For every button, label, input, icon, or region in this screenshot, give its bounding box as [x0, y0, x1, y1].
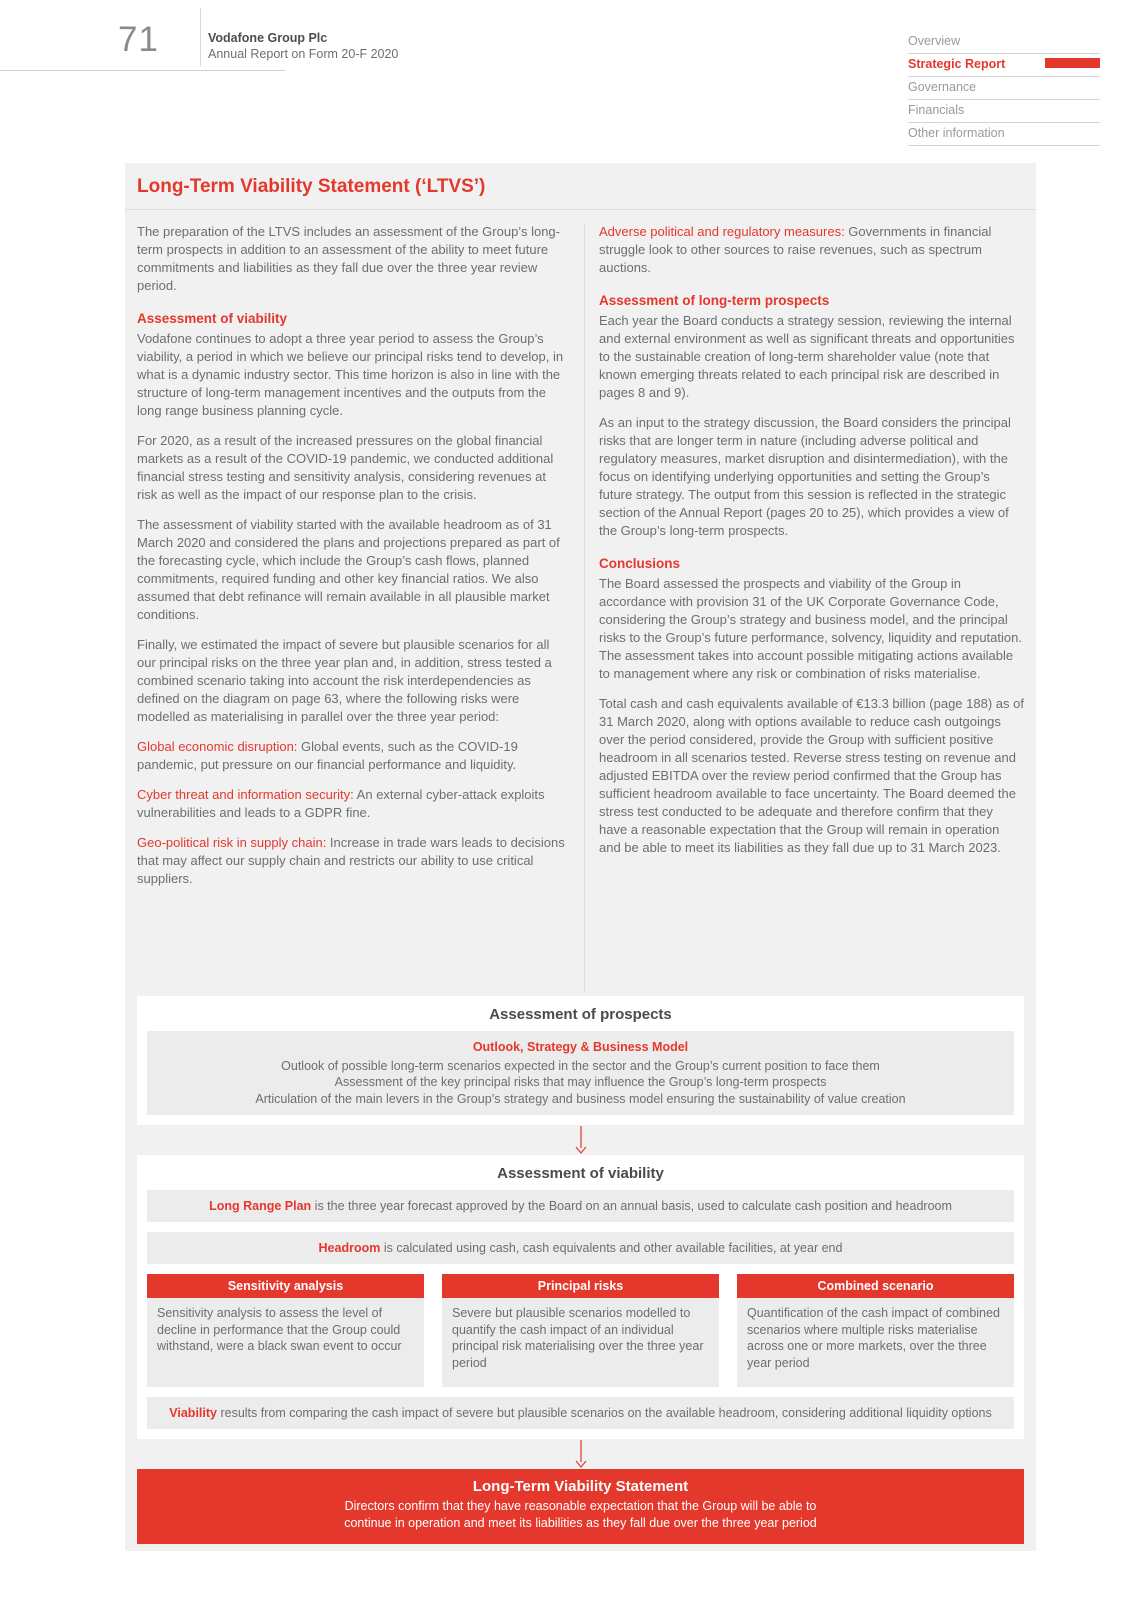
- article-title-block: [125, 163, 1036, 210]
- article-title: Long-Term Viability Statement (‘LTVS’): [137, 176, 486, 197]
- long-range-plan-text: is the three year forecast approved by the Board on an annual basis, used to calculate cash position and headroom: [311, 1199, 952, 1213]
- column-header: Principal risks: [442, 1274, 719, 1298]
- assessment-of-viability-box: [137, 1155, 1024, 1439]
- risk-paragraph: [137, 786, 568, 822]
- nav-item-other-information[interactable]: Other information: [908, 123, 1100, 146]
- paragraph: For 2020, as a result of the increased pressures on the global financial markets as a result of the COVID-19 pandemic, we conducted additional financial stress testing and sensitivity analysis, considering revenues at risk as well as the impact of our response plan to the crisis.: [137, 433, 554, 502]
- outlook-strategy-box: [147, 1031, 1014, 1115]
- column-body: Sensitivity analysis to assess the level of decline in performance that the Group could withstand, were a black swan event to occur: [147, 1298, 424, 1387]
- long-range-plan-label: Long Range Plan: [209, 1199, 312, 1213]
- risk-label: Global economic disruption:: [137, 739, 298, 754]
- risk-label: Adverse political and regulatory measures:: [599, 224, 845, 239]
- combined-scenario-column: [737, 1274, 1014, 1387]
- section-heading-viability: Assessment of viability: [137, 311, 288, 326]
- risk-text: An external cyber-attack exploits vulnerabilities and leads to a GDPR fine.: [137, 787, 545, 820]
- paragraph: The preparation of the LTVS includes an assessment of the Group’s long-term prospects in addition to an assessment of the ability to meet future commitments and liabilities as they fall due over the three year review period.: [137, 224, 560, 293]
- viability-row: [147, 1397, 1014, 1429]
- viability-text: results from comparing the cash impact of severe but plausible scenarios on the available headroom, considering additional liquidity options: [216, 1406, 992, 1420]
- risk-text: Governments in financial struggle look to other sources to raise revenues, such as spectrum auctions.: [599, 224, 992, 275]
- headroom-label: Headroom: [318, 1241, 381, 1255]
- paragraph: The Board assessed the prospects and viability of the Group in accordance with provision 31 of the UK Corporate Governance Code, considering the Group’s strategy and business model, and the principal risks to the Group’s future performance, solvency, liquidity and reputation. The assessment takes into account possible mitigating actions available to management where any risk or combination of risks materialise.: [599, 576, 1022, 681]
- headroom-text: is calculated using cash, cash equivalents and other available facilities, at year end: [380, 1241, 843, 1255]
- paragraph: Total cash and cash equivalents available of €13.3 billion (page 188) as of 31 March 2020, along with options available to reduce cash outgoings over the period considered, provide the Group with sufficient positive headroom in all scenarios tested. Reverse stress testing on revenue and adjusted EBITDA over the review period confirmed that the Group has sufficient headroom available to face uncertainty. The Board deemed the stress test conducted to be adequate and therefore confirm that they have a reasonable expectation that the Group will remain in operation and be able to meet its liabilities as they fall due up to 31 March 2023.: [599, 696, 1024, 855]
- risk-paragraph: [137, 738, 568, 774]
- outlook-strategy-heading: Outlook, Strategy & Business Model: [472, 1040, 689, 1054]
- scenario-columns: [147, 1274, 1014, 1387]
- long-term-viability-statement-box: [137, 1469, 1024, 1544]
- left-column: [137, 223, 584, 992]
- flow-connector: [137, 1439, 1024, 1469]
- nav-item-label: Strategic Report: [908, 57, 1006, 71]
- long-range-plan-row: [147, 1190, 1014, 1222]
- principal-risks-column: [442, 1274, 719, 1387]
- risk-text: Global events, such as the COVID-19 pandemic, put pressure on our financial performance and liquidity.: [137, 739, 518, 772]
- risk-label: Geo-political risk in supply chain:: [137, 835, 327, 850]
- paragraph: Each year the Board conducts a strategy session, reviewing the internal and external environment as well as significant threats and opportunities to the sustainable creation of long-term shareholder value (note that known emerging threats related to each principal risk are described in pages 8 and 9).: [599, 313, 1015, 400]
- nav-item-financials[interactable]: Financials: [908, 100, 1100, 123]
- company-name: Vodafone Group Plc: [208, 31, 328, 45]
- prospects-box-title: Assessment of prospects: [489, 1006, 672, 1023]
- active-section-marker: [1045, 58, 1100, 68]
- nav-item-governance[interactable]: Governance: [908, 77, 1100, 100]
- risk-text: Increase in trade wars leads to decisions that may affect our supply chain and restricts our ability to use critical suppliers.: [137, 835, 565, 886]
- viability-label: Viability: [169, 1406, 217, 1420]
- section-nav: [908, 31, 1100, 146]
- paragraph: The assessment of viability started with the available headroom as of 31 March 2020 and considered the plans and projections prepared as part of the forecasting cycle, which include the Group’s cash flows, planned commitments, required funding and other key financial ratios. We also assumed that debt refinance will remain available in all plausible market conditions.: [137, 517, 560, 622]
- headroom-row: [147, 1232, 1014, 1264]
- nav-item-strategic-report[interactable]: [908, 54, 1100, 77]
- viability-flow-diagram: [125, 992, 1036, 1544]
- down-arrow-icon: [574, 1126, 588, 1154]
- section-heading-prospects: Assessment of long-term prospects: [599, 293, 830, 308]
- down-arrow-icon: [574, 1440, 588, 1468]
- paragraph: Vodafone continues to adopt a three year period to assess the Group’s viability, a period in which we believe our principal risks tend to develop, in what is a dynamic industry sector. This time horizon is also in line with the structure of long-term management incentives and the outputs from the long range business planning cycle.: [137, 331, 564, 418]
- paragraph: As an input to the strategy discussion, the Board considers the principal risks that are longer term in nature (including adverse political and regulatory measures, market disruption and disintermediation), with the focus on identifying underlying opportunities and setting the Group’s future strategy. The output from this session is reflected in the strategic section of the Annual Report (pages 20 to 25), which provides a view of the Group’s long-term prospects.: [599, 415, 1011, 538]
- nav-item-overview[interactable]: Overview: [908, 31, 1100, 54]
- two-column-text: [125, 210, 1036, 992]
- risk-paragraph: [137, 834, 568, 888]
- assessment-of-prospects-box: [137, 996, 1024, 1125]
- sensitivity-analysis-column: [147, 1274, 424, 1387]
- column-header: Combined scenario: [737, 1274, 1014, 1298]
- outlook-line: Articulation of the main levers in the Group’s strategy and business model ensuring the sustainability of value creation: [255, 1091, 906, 1106]
- column-header: Sensitivity analysis: [147, 1274, 424, 1298]
- header-divider: [200, 8, 201, 66]
- right-column: [584, 223, 1024, 992]
- content-panel: [125, 163, 1036, 1551]
- column-body: Severe but plausible scenarios modelled to quantify the cash impact of an individual principal risk materialising over the three year period: [442, 1298, 719, 1387]
- statement-title: Long-Term Viability Statement: [472, 1478, 689, 1495]
- paragraph: Finally, we estimated the impact of severe but plausible scenarios for all our principal risks on the three year plan and, in addition, stress tested a combined scenario taking into account the risk interdependencies as defined on the diagram on page 63, where the following risks were modelled as materialising in parallel over the three year period:: [137, 637, 552, 724]
- section-heading-conclusions: Conclusions: [599, 556, 681, 571]
- report-title: Annual Report on Form 20-F 2020: [208, 47, 399, 61]
- risk-paragraph: [599, 223, 1024, 277]
- flow-connector: [137, 1125, 1024, 1155]
- column-body: Quantification of the cash impact of combined scenarios where multiple risks materialise across one or more markets, over the three year period: [737, 1298, 1014, 1387]
- header-rule: [0, 70, 285, 71]
- outlook-line: Outlook of possible long-term scenarios expected in the sector and the Group’s current position to face them: [281, 1058, 880, 1073]
- viability-box-title: Assessment of viability: [497, 1165, 664, 1182]
- page-number: 71: [118, 20, 159, 59]
- risk-label: Cyber threat and information security:: [137, 787, 354, 802]
- outlook-line: Assessment of the key principal risks that may influence the Group’s long-term prospects: [334, 1075, 827, 1089]
- statement-body: Directors confirm that they have reasonable expectation that the Group will be able to continue in operation and meet its liabilities as they fall due over the three year period: [344, 1499, 817, 1530]
